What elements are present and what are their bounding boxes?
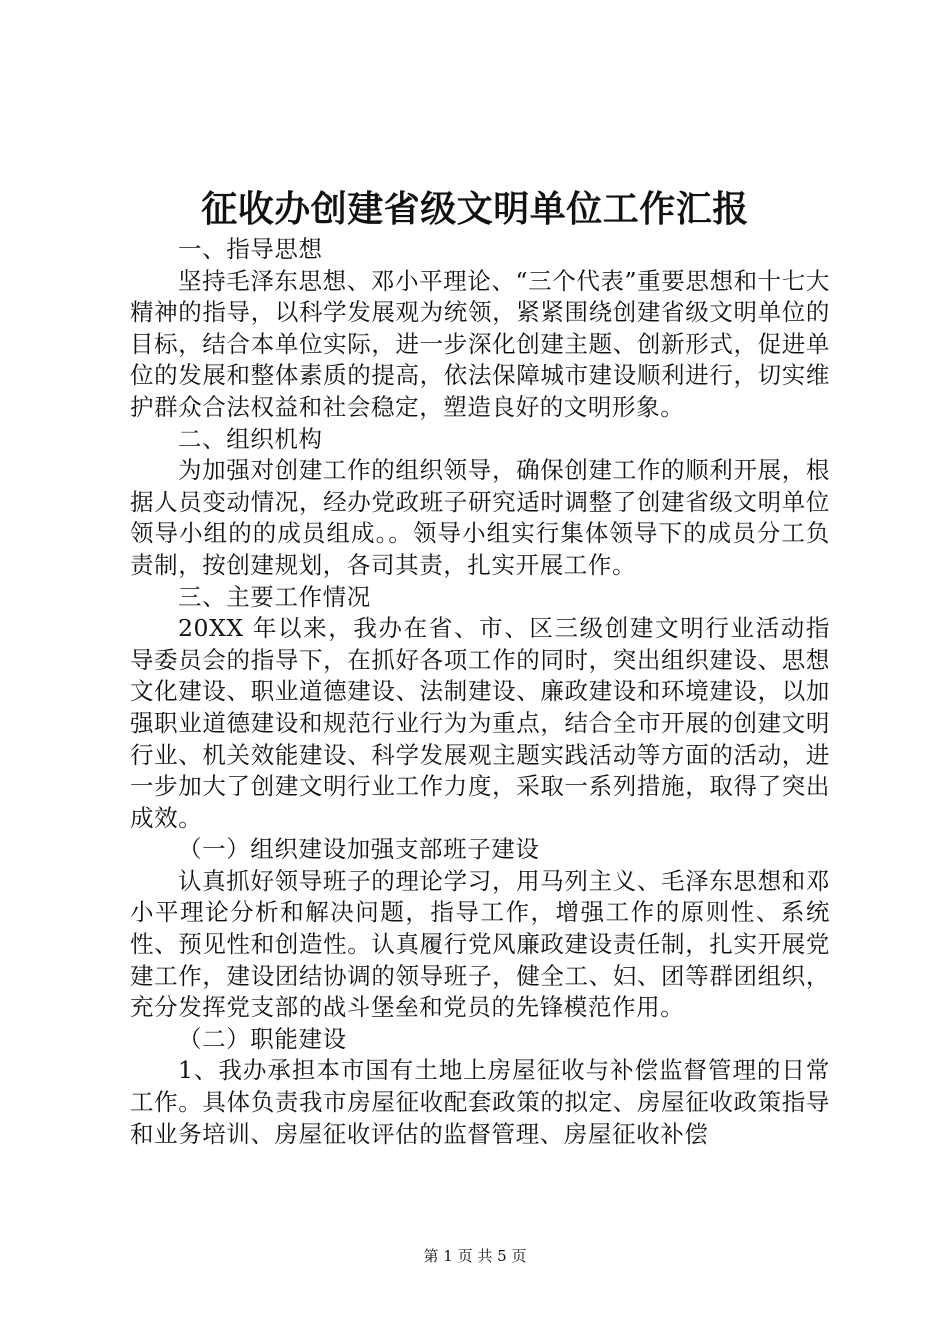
paragraph-organization: 为加强对创建工作的组织领导，确保创建工作的顺利开展，根据人员变动情况，经办党政班子研究适时调整了创建省级文明单位领导小组的的成员组成。。领导小组实行集体领导下的成员分工负责制，按创建规划，各司其责，扎实开展工作。 [130, 456, 830, 579]
document-body [130, 234, 830, 1150]
section-heading-organization: 二、组织机构 [178, 424, 323, 453]
page-footer: 第 1 页 共 5 页 [423, 1247, 527, 1265]
paragraph-guiding-ideology: 坚持毛泽东思想、邓小平理论、“三个代表”重要思想和十七大精神的指导，以科学发展观为统领，紧紧围绕创建省级文明单位的目标，结合本单位实际，进一步深化创建主题、创新形式，促进单位的发展和整体素质的提高，依法保障城市建设顺利进行，切实维护群众合法权益和社会稳定，塑造良好的文明形象。 [130, 266, 830, 421]
subsection-heading-organization-building: （一）组织建设加强支部班子建设 [178, 835, 540, 864]
paragraph-main-work: 20XX 年以来，我办在省、市、区三级创建文明行业活动指导委员会的指导下，在抓好各项工作的同时，突出组织建设、思想文化建设、职业道德建设、法制建设、廉政建设和环境建设，以加强职业道德建设和规范行业行为为重点，结合全市开展的创建文明行业、机关效能建设、科学发展观主题实践活动等方面的活动，进一步加大了创建文明行业工作力度，采取一系列措施，取得了突出成效。 [130, 614, 830, 832]
section-heading-main-work: 三、主要工作情况 [178, 582, 371, 611]
subsection-heading-function-building: （二）职能建设 [178, 1024, 347, 1053]
paragraph-function-building: 1、我办承担本市国有土地上房屋征收与补偿监督管理的日常工作。具体负责我市房屋征收配套政策的拟定、房屋征收政策指导和业务培训、房屋征收评估的监督管理、房屋征收补偿 [130, 1056, 830, 1148]
paragraph-organization-building: 认真抓好领导班子的理论学习，用马列主义、毛泽东思想和邓小平理论分析和解决问题，指导工作，增强工作的原则性、系统性、预见性和创造性。认真履行党风廉政建设责任制，扎实开展党建工作，建设团结协调的领导班子，健全工、妇、团等群团组织，充分发挥党支部的战斗堡垒和党员的先锋模范作用。 [130, 866, 830, 1022]
document-title: 征收办创建省级文明单位工作汇报 [201, 188, 749, 230]
section-heading-guiding-ideology: 一、指导思想 [178, 235, 323, 263]
